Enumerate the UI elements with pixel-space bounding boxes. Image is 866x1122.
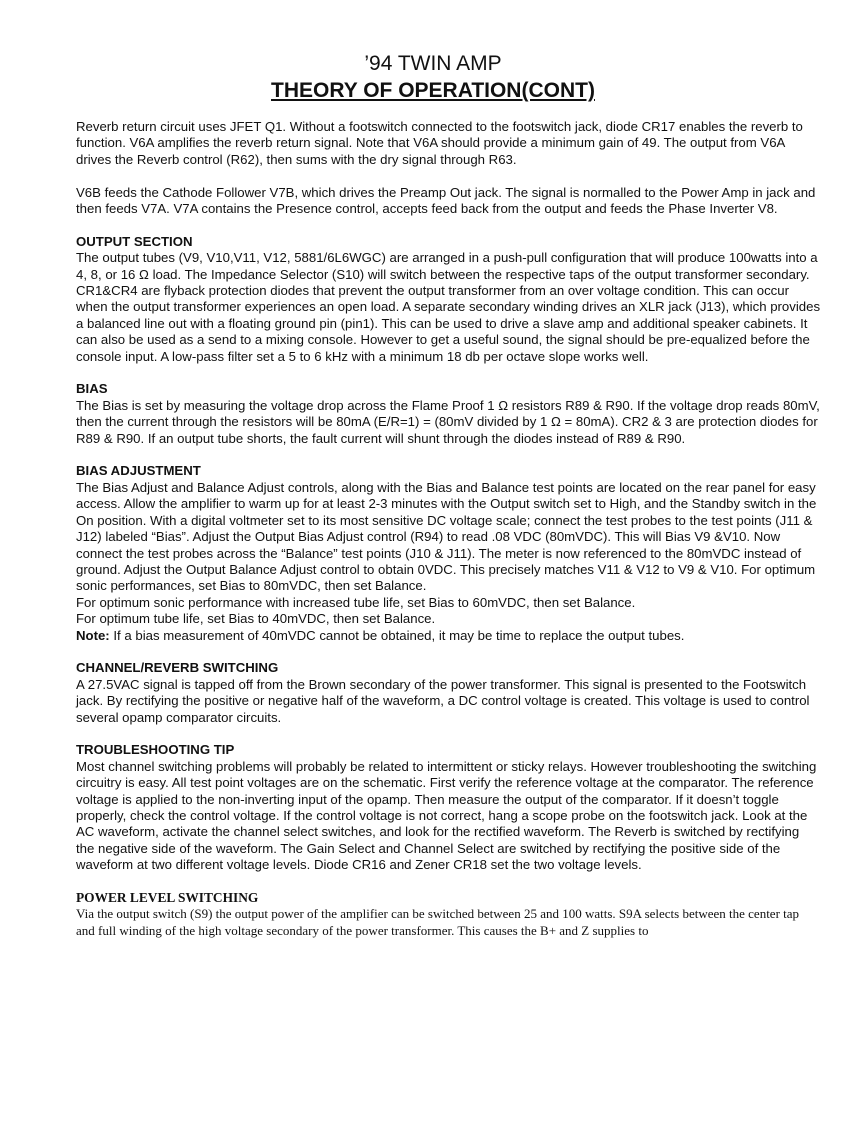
channel-reverb-section <box>76 660 821 726</box>
bias-section <box>76 381 821 447</box>
section-text: Via the output switch (S9) the output power of the amplifier can be switched between 25 and 100 watts. S9A selects between the center tap and full winding of the high voltage secondary of the power transformer. This causes the B+ and Z supplies to <box>76 906 800 938</box>
document-body <box>76 119 821 956</box>
section-line: For optimum sonic performance with increased tube life, set Bias to 60mVDC, then set Balance. <box>76 594 636 610</box>
section-heading: BIAS ADJUSTMENT <box>76 463 201 479</box>
section-heading: BIAS <box>76 381 108 397</box>
section-text: Most channel switching problems will probably be related to intermittent or sticky relays. However troubleshooting the switching circuitry is easy. All test point voltages are on the schematic. First verify the reference voltage at the comparator. The reference voltage is applied to the non-inverting input of the opamp. Then measure the output of the comparator. If it doesn’t toggle properly, check the control voltage. If the control voltage is not correct, hang a scope probe on the footswitch jack. Look at the AC waveform, activate the channel select switches, and look for the rectified waveform. The Reverb is switched by rectifying the negative side of the waveform. The Gain Select and Channel Select are switched by rectifying the positive side of the waveform at two different voltage levels. Diode CR16 and Zener CR18 set the two voltage levels. <box>76 758 817 873</box>
section-heading: TROUBLESHOOTING TIP <box>76 742 235 758</box>
bias-adjustment-section <box>76 463 821 643</box>
section-heading: POWER LEVEL SWITCHING <box>76 889 259 905</box>
power-level-section <box>76 890 821 939</box>
paragraph-text: Reverb return circuit uses JFET Q1. Without a footswitch connected to the footswitch jack, diode CR17 enables the reverb to function. V6A amplifies the reverb return signal. Note that V6A should provide a minimum gain of 49. The output from V6A drives the Reverb control (R62), then sums with the dry signal through R63. <box>76 119 803 167</box>
paragraph-text: V6B feeds the Cathode Follower V7B, which drives the Preamp Out jack. The signal is normalled to the Power Amp in jack and then feeds V7A. V7A contains the Presence control, accepts feed back from the output and feeds the Phase Inverter V8. <box>76 184 816 217</box>
note-text: If a bias measurement of 40mVDC cannot be obtained, it may be time to replace the output tubes. <box>109 627 685 643</box>
section-heading: OUTPUT SECTION <box>76 233 193 249</box>
note-label: Note: <box>76 627 110 643</box>
troubleshooting-section <box>76 742 821 873</box>
section-heading: CHANNEL/REVERB SWITCHING <box>76 660 279 676</box>
note-line <box>76 628 821 644</box>
output-section <box>76 234 821 365</box>
section-text: The output tubes (V9, V10,V11, V12, 5881/6L6WGC) are arranged in a push-pull configuration that will produce 100watts into a 4, 8, or 16 Ω load. The Impedance Selector (S10) will switch between the respective taps of the output transformer secondary. CR1&CR4 are flyback protection diodes that prevent the output transformer from an over voltage condition. This can occur when the output transformer experiences an open load. A separate secondary winding drives an XLR jack (J13), which provides a balanced line out with a floating ground pin (pin1). This can be used to drive a slave amp and additional speaker cabinets. It can also be used as a send to a mixing console. However to get a useful sound, the signal should be pre-equalized before the console input. A low-pass filter set a 5 to 6 kHz with a minimum 18 db per octave slope works well. <box>76 250 821 364</box>
intro-paragraph-1 <box>76 119 821 168</box>
section-text: The Bias Adjust and Balance Adjust controls, along with the Bias and Balance test points are located on the rear panel for easy access. Allow the amplifier to warm up for at least 2-3 minutes with the Output switch set to High, and the Standby switch in the On position. With a digital voltmeter set to its most sensitive DC voltage scale; connect the test probes to the test points (J11 & J12) labeled “Bias”. Adjust the Output Bias Adjust control (R94) to read .08 VDC (80mVDC). This will Bias V9 &V10. Now connect the test probes across the “Balance” test points (J10 & J11). The meter is now referenced to the 80mVDC instead of ground. Adjust the Output Balance Adjust control to obtain 0VDC. This precisely matches V11 & V12 to V9 & V10. For optimum sonic performances, set Bias to 80mVDC, then set Balance. <box>76 479 817 594</box>
intro-paragraph-2 <box>76 185 821 218</box>
section-text: A 27.5VAC signal is tapped off from the Brown secondary of the power transformer. This signal is presented to the Footswitch jack. By rectifying the positive or negative half of the waveform, a DC control voltage is created. This voltage is used to control several opamp comparator circuits. <box>76 676 810 725</box>
section-line: For optimum tube life, set Bias to 40mVDC, then set Balance. <box>76 611 436 627</box>
section-text: The Bias is set by measuring the voltage drop across the Flame Proof 1 Ω resistors R89 & R90. If the voltage drop reads 80mV, then the current through the resistors will be 80mA (E/R=1) = (80mV divided by 1 Ω = 80mA). CR2 & 3 are protection diodes for R89 & R90. If an output tube shorts, the fault current will shunt through the diodes instead of R89 & R90. <box>76 397 820 446</box>
document-title: ’94 TWIN AMP <box>364 52 502 75</box>
document-subtitle: THEORY OF OPERATION(CONT) <box>271 79 595 102</box>
